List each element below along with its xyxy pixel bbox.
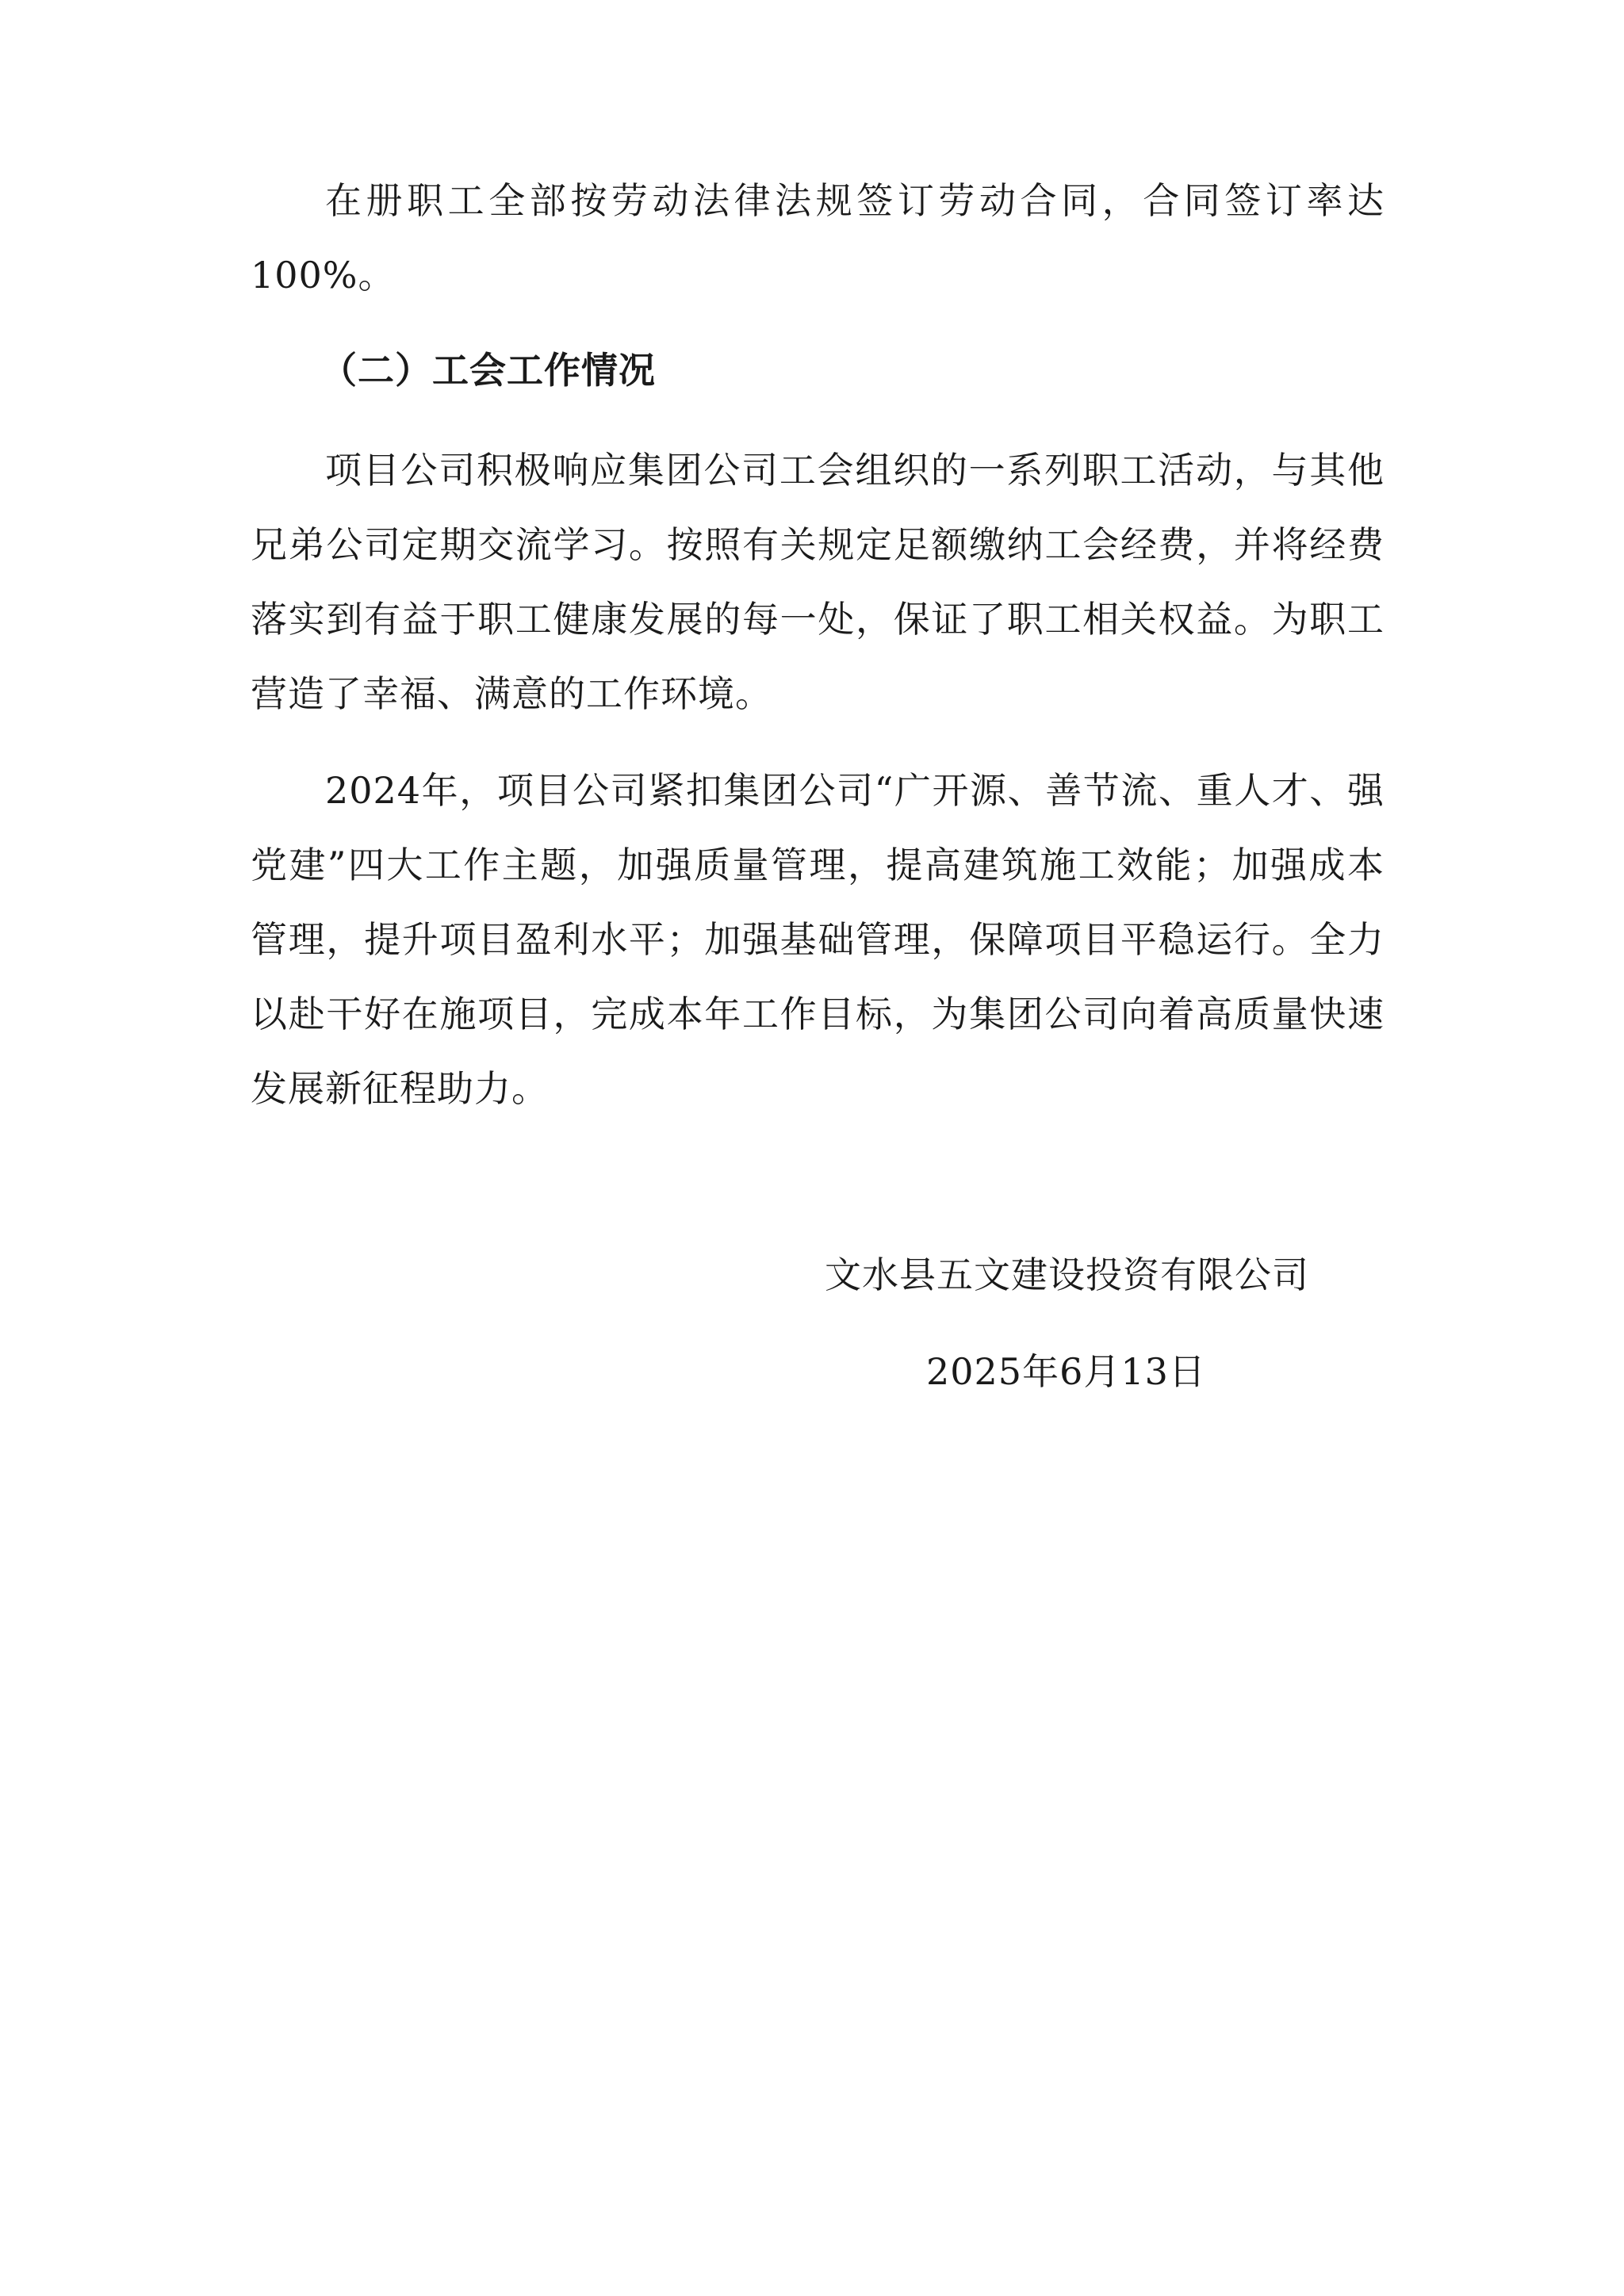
signature-date: 2025年6月13日 [926,1350,1206,1393]
signature-company: 文水县五文建设投资有限公司 [825,1253,1309,1296]
paragraph-2024-summary: 2024年，项目公司紧扣集团公司“广开源、善节流、重人才、强党建”四大工作主题，加强质量管理，提高建筑施工效能；加强成本管理，提升项目盈利水平；加强基础管理，保障项目平稳运行。全力以赴干好在施项目，完成本年工作目标，为集团公司向着高质量快速发展新征程助力。 [251,769,1385,1110]
paragraph-labor-contracts: 在册职工全部按劳动法律法规签订劳动合同，合同签订率达100%。 [251,179,1385,297]
paragraph-union-activities: 项目公司积极响应集团公司工会组织的一系列职工活动，与其他兄弟公司定期交流学习。按照有关规定足额缴纳工会经费，并将经费落实到有益于职工健康发展的每一处，保证了职工相关权益。为职工营造了幸福、满意的工作环境。 [251,449,1385,715]
section-heading-union-work: （二）工会工作情况 [320,349,656,392]
